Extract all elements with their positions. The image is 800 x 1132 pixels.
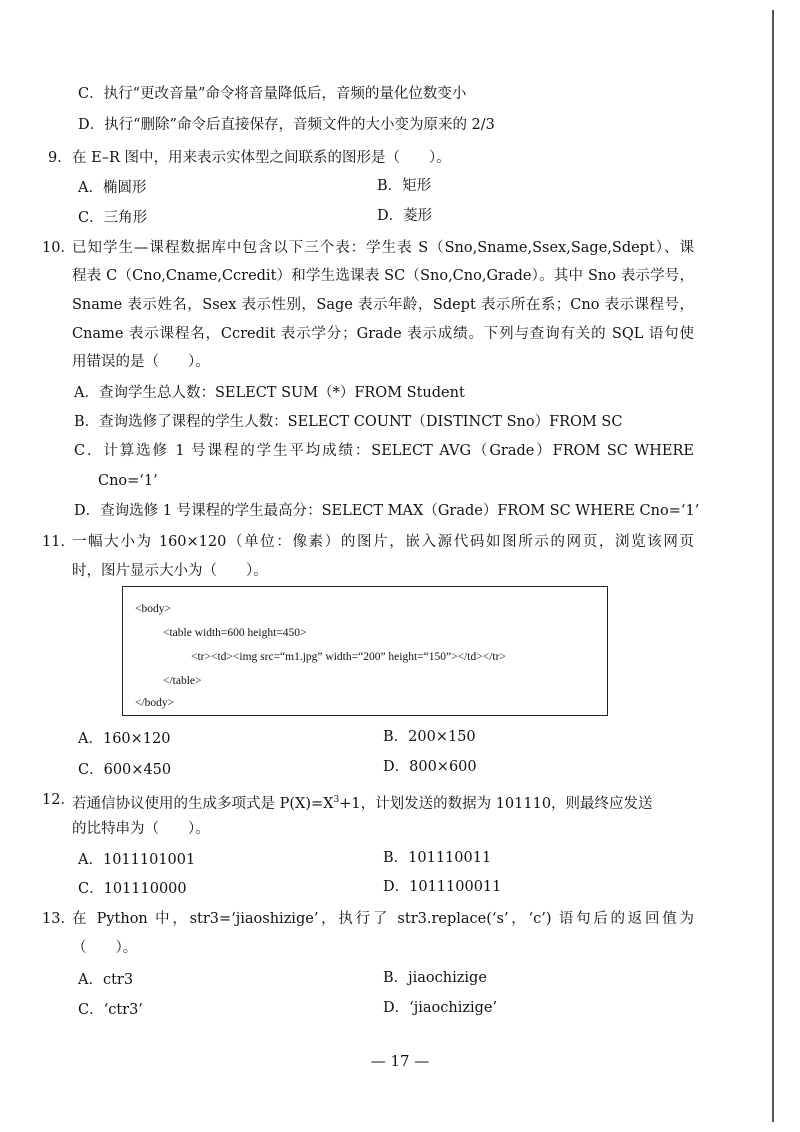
q12-stem-superscript: 3: [333, 795, 340, 805]
code-line-3: <tr><td><img src=“m1.jpg” width=“200” height=“150”></td></tr>: [191, 651, 506, 663]
html-code-box: [122, 586, 608, 716]
q10-number: 10．: [42, 240, 75, 256]
q9-option-d: D．菱形: [377, 208, 433, 224]
q10-stem-line-4: Cname 表示课程名，Ccredit 表示学分；Grade 表示成绩。下列与查询有关的 SQL 语句使: [72, 326, 694, 342]
q13-option-a: A．ctr3: [78, 972, 134, 988]
q12-stem-line-2: 的比特串为（ ）。: [72, 821, 210, 837]
q8-option-c: C．执行“更改音量”命令将音量降低后，音频的量化位数变小: [78, 86, 467, 102]
q9-number: 9．: [48, 150, 72, 166]
code-line-4: </table>: [163, 675, 202, 687]
q10-option-c-line-1: C．计算选修 1 号课程的学生平均成绩：SELECT AVG（Grade）FROM SC WHERE: [74, 443, 694, 459]
q10-stem-line-5: 用错误的是（ ）。: [72, 354, 210, 370]
q13-number: 13．: [42, 911, 75, 927]
page-number: — 17 —: [370, 1052, 430, 1070]
q9-option-a: A．椭圆形: [78, 180, 147, 196]
q13-option-c: C．‘ctr3’: [78, 1002, 143, 1018]
q9-option-b: B．矩形: [377, 178, 432, 194]
q10-option-b: B．查询选修了课程的学生人数：SELECT COUNT（DISTINCT Sno）FROM SC: [74, 414, 623, 430]
q10-stem-line-2: 程表 C（Cno,Cname,Ccredit）和学生选课表 SC（Sno,Cno,Grade）。其中 Sno 表示学号，: [72, 268, 694, 284]
q10-option-a: A．查询学生总人数：SELECT SUM（*）FROM Student: [74, 385, 465, 401]
q11-option-d: D．800×600: [383, 759, 477, 775]
code-line-1: <body>: [135, 603, 171, 615]
scan-edge-line: [772, 10, 774, 1122]
q13-option-b: B．jiaochizige: [383, 970, 487, 986]
q10-option-d: D．查询选修 1 号课程的学生最高分：SELECT MAX（Grade）FROM SC WHERE Cno=‘1’: [74, 503, 700, 519]
code-line-2: <table width=600 height=450>: [163, 627, 307, 639]
q13-option-d: D．‘jiaochizige’: [383, 1000, 498, 1016]
q11-stem-line-1: 一幅大小为 160×120（单位：像素）的图片，嵌入源代码如图所示的网页，浏览该网页: [72, 534, 694, 550]
q12-stem-after: +1，计划发送的数据为 101110，则最终应发送: [339, 795, 653, 812]
q11-option-b: B．200×150: [383, 729, 476, 745]
q12-stem-before: 若通信协议使用的生成多项式是 P(X)=X: [72, 795, 334, 812]
code-line-5: </body>: [135, 697, 175, 709]
q13-stem-line-2: （ ）。: [72, 940, 138, 956]
q12-number: 12．: [42, 792, 75, 808]
q12-option-b: B．101110011: [383, 850, 492, 866]
q10-stem-line-3: Sname 表示姓名，Ssex 表示性别，Sage 表示年龄，Sdept 表示所在系；Cno 表示课程号，: [72, 297, 694, 313]
q12-option-c: C．101110000: [78, 881, 187, 897]
q11-number: 11．: [42, 534, 75, 550]
q10-stem-line-1: 已知学生—课程数据库中包含以下三个表：学生表 S（Sno,Sname,Ssex,Sage,Sdept）、课: [72, 240, 694, 256]
q11-stem-line-2: 时，图片显示大小为（ ）。: [72, 563, 268, 579]
q9-option-c: C．三角形: [78, 210, 148, 226]
q13-stem-line-1: 在 Python 中，str3=‘jiaoshizige’，执行了 str3.replace(‘s’，‘c’) 语句后的返回值为: [72, 911, 694, 927]
q12-option-a: A．1011101001: [78, 852, 196, 868]
q12-stem-line-1: [72, 790, 653, 814]
q12-option-d: D．1011100011: [383, 879, 502, 895]
q10-option-c-line-2: Cno=‘1’: [98, 473, 158, 489]
q9-stem: 在 E–R 图中，用来表示实体型之间联系的图形是（ ）。: [72, 150, 451, 166]
q8-option-d: D．执行“删除”命令后直接保存，音频文件的大小变为原来的 2/3: [78, 117, 495, 133]
q11-option-c: C．600×450: [78, 762, 172, 778]
q11-option-a: A．160×120: [78, 731, 171, 747]
